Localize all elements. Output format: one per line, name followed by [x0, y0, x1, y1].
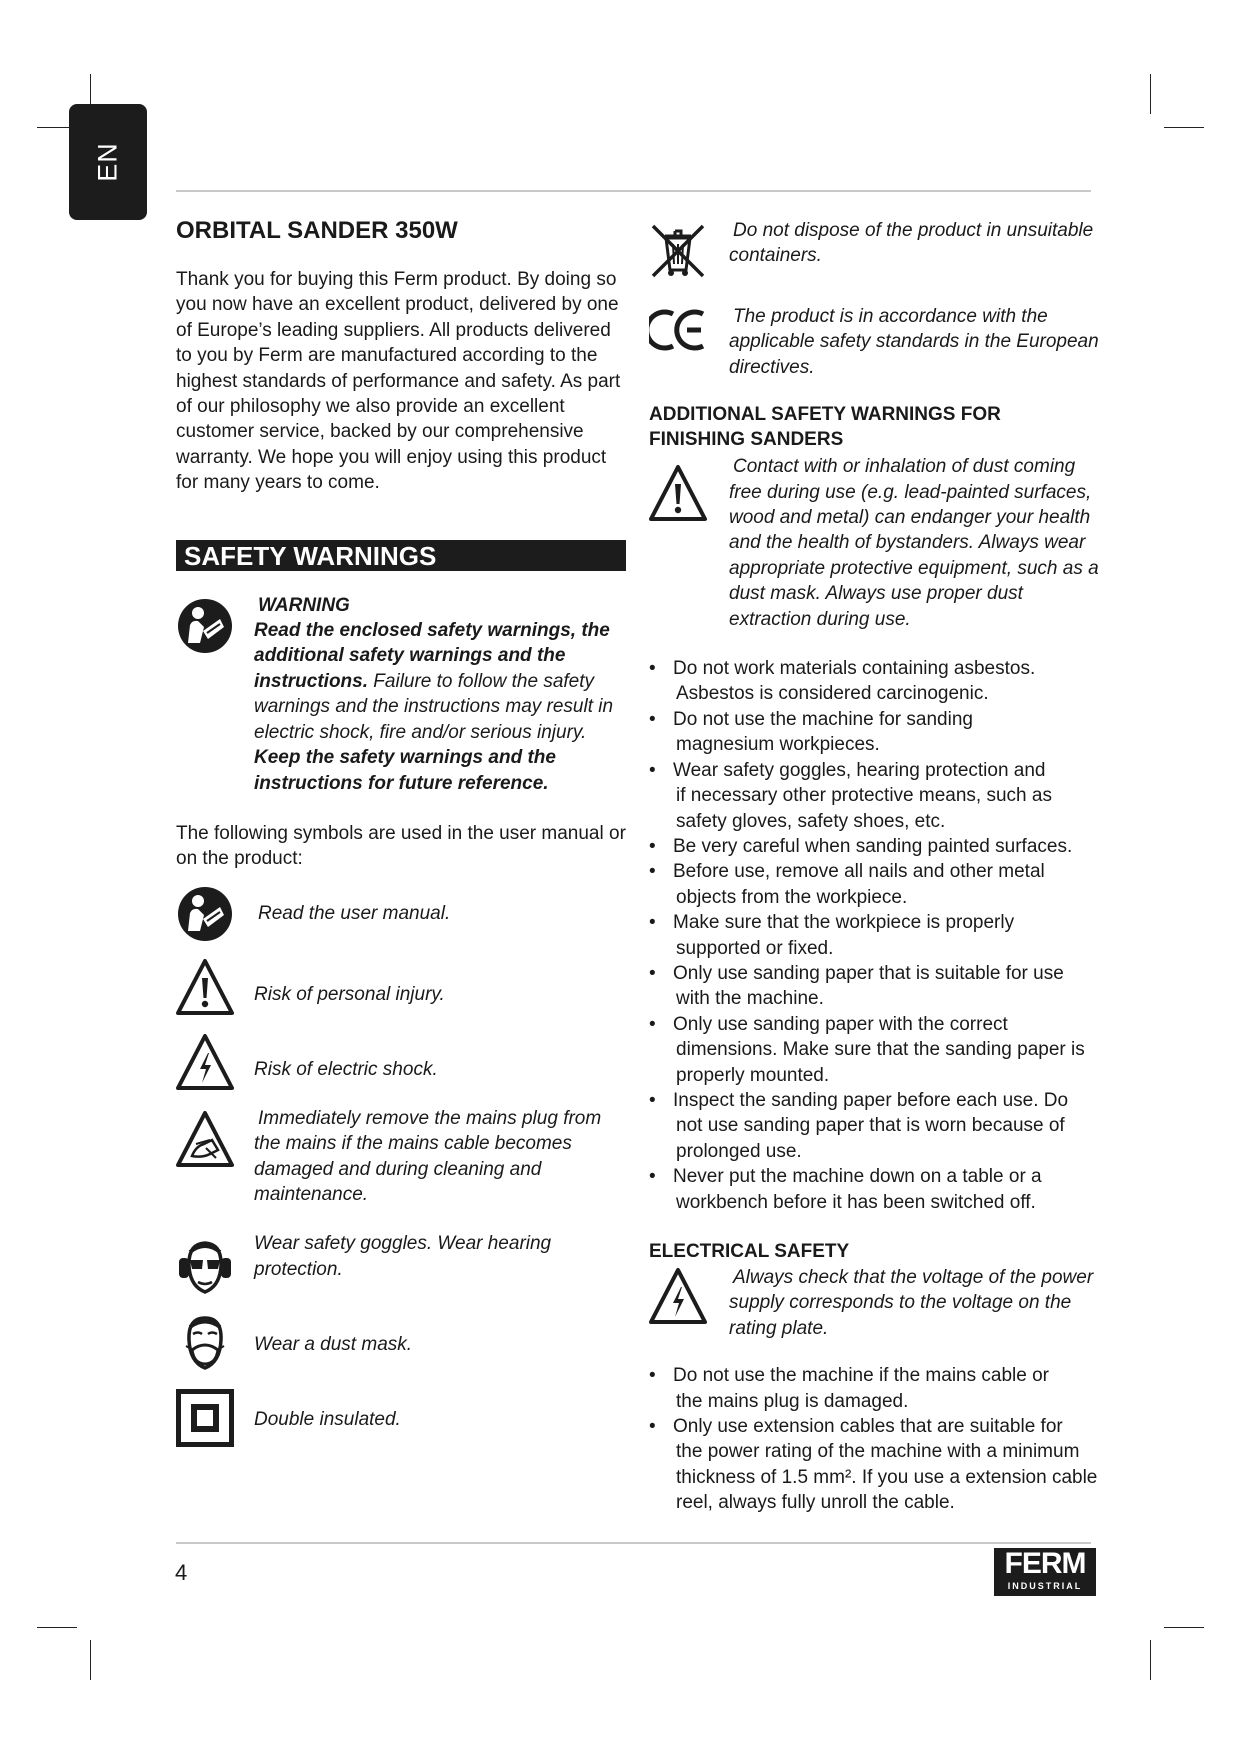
electric-shock-icon [649, 1267, 707, 1325]
list-item: • Inspect the sanding paper before each use. Do not use sanding paper that is worn because of prolonged use. [649, 1088, 1101, 1164]
list-item: • Only use sanding paper with the correct dimensions. Make sure that the sanding paper is properly mounted. [649, 1012, 1101, 1088]
symbol-personal-injury [176, 958, 626, 1016]
read-manual-icon [176, 885, 234, 943]
warning-block [176, 593, 626, 796]
footer-rule [176, 1542, 1091, 1544]
symbols-intro: The following symbols are used in the user manual or on the product: [176, 822, 626, 870]
warning-normal: Failure to follow the safety warnings and the instructions may result in electric shock, fire and/or serious injury. [254, 670, 614, 743]
ferm-logo [994, 1548, 1096, 1596]
personal-injury-icon [176, 958, 234, 1016]
disposal-text: Do not dispose of the product in unsuitable containers. [729, 220, 1094, 267]
symbol-text [707, 454, 1101, 632]
logo-main: FERM [1004, 1547, 1086, 1580]
read-manual-icon [176, 597, 234, 655]
list-item: • Do not use the machine for sanding magnesium workpieces. [649, 707, 1101, 758]
dust-mask-icon [176, 1314, 234, 1372]
symbol-double-insulated [176, 1389, 626, 1447]
warning-bold-2: Keep the safety warnings and the instructions for future reference. [254, 747, 556, 794]
symbol-goggles-hearing [176, 1231, 626, 1296]
electrical-safety-list [649, 1363, 1101, 1515]
crop-mark [1150, 1640, 1151, 1680]
crop-mark [1164, 1627, 1204, 1628]
symbol-remove-plug [176, 1106, 626, 1208]
warning-bold-1: Read the enclosed safety warnings, the additional safety warnings and the instructions. [254, 620, 610, 692]
crossed-bin-icon [649, 222, 707, 280]
left-column [176, 215, 626, 1447]
symbol-text: Read the user manual. [258, 902, 451, 924]
voltage-text: Always check that the voltage of the power supply corresponds to the voltage on the rating plate. [729, 1267, 1094, 1339]
list-item: • Only use extension cables that are suitable for the power rating of the machine with a minimum thickness of 1.5 mm². If you use a extension cable reel, always fully unroll the cable. [649, 1414, 1101, 1516]
symbol-text [707, 1265, 1101, 1341]
right-column [649, 218, 1101, 1516]
list-item: • Do not use the machine if the mains cable or the mains plug is damaged. [649, 1363, 1101, 1414]
logo-sub: INDUSTRIAL [1007, 1581, 1083, 1591]
language-label: EN [92, 142, 123, 182]
warning-triangle-icon [649, 464, 707, 522]
crop-mark [37, 1627, 77, 1628]
page-number: 4 [175, 1560, 188, 1585]
dust-warning-text: Contact with or inhalation of dust coming free during use (e.g. lead-painted surfaces, wood and metal) can endanger your health and the health of bystanders. Always wear appropriate protective equipment, such as a dust mask. Always use proper dust extraction during use. [729, 456, 1099, 630]
header-rule [176, 190, 1091, 192]
symbol-text [707, 218, 1101, 269]
symbol-text: Wear safety goggles. Wear hearing protection. [254, 1233, 552, 1280]
symbol-read-manual [176, 885, 626, 943]
voltage-warning-block [649, 1265, 1101, 1341]
additional-safety-heading: ADDITIONAL SAFETY WARNINGS FOR FINISHING SANDERS [649, 404, 1001, 451]
electrical-safety-heading: ELECTRICAL SAFETY [649, 1241, 850, 1262]
symbol-text: Risk of personal injury. [254, 983, 445, 1005]
warning-label: WARNING [258, 594, 350, 616]
symbol-text: Wear a dust mask. [254, 1334, 413, 1356]
symbol-electric-shock [176, 1033, 626, 1091]
intro-paragraph: Thank you for buying this Ferm product. By doing so you now have an excellent product, delivered by one of Europe’s leading suppliers. All products delivered to you by Ferm are manufactured according to the highest standards of performance and safety. As part of our philosophy we also provide an excellent customer service, backed by our comprehensive warranty. We hope you will enjoy using this product for many years to come. [176, 269, 621, 494]
symbol-text [234, 1106, 626, 1208]
ce-mark-icon [649, 308, 707, 352]
remove-plug-icon [176, 1110, 234, 1168]
list-item: • Make sure that the workpiece is properly supported or fixed. [649, 910, 1101, 961]
double-insulated-icon [176, 1389, 234, 1447]
section-heading-safety-warnings: SAFETY WARNINGS [176, 540, 626, 571]
sander-safety-list [649, 656, 1101, 1215]
symbol-dust-mask [176, 1314, 626, 1372]
symbol-ce [649, 304, 1101, 380]
list-item: • Only use sanding paper that is suitable for use with the machine. [649, 961, 1101, 1012]
crop-mark [90, 1640, 91, 1680]
symbol-text: Double insulated. [254, 1409, 401, 1431]
electric-shock-icon [176, 1033, 234, 1091]
list-item: • Be very careful when sanding painted surfaces. [649, 834, 1101, 859]
list-item: • Wear safety goggles, hearing protection and if necessary other protective means, such as safety gloves, safety shoes, etc. [649, 758, 1101, 834]
list-item: • Before use, remove all nails and other metal objects from the workpiece. [649, 859, 1101, 910]
dust-warning-block [649, 454, 1101, 632]
goggles-hearing-icon [176, 1238, 234, 1296]
symbol-disposal [649, 218, 1101, 280]
ce-text: The product is in accordance with the applicable safety standards in the European directives. [729, 306, 1099, 378]
symbol-text: Risk of electric shock. [254, 1058, 438, 1080]
crop-mark [1164, 127, 1204, 128]
list-item: • Do not work materials containing asbestos. Asbestos is considered carcinogenic. [649, 656, 1101, 707]
crop-mark [1150, 74, 1151, 114]
warning-text [254, 618, 626, 796]
symbol-text-content: Immediately remove the mains plug from the mains if the mains cable becomes damaged and during cleaning and maintenance. [254, 1107, 602, 1205]
language-tab [69, 104, 147, 220]
page-title: ORBITAL SANDER 350W [176, 217, 458, 244]
symbol-text [707, 304, 1101, 380]
list-item: • Never put the machine down on a table or a workbench before it has been switched off. [649, 1164, 1101, 1215]
